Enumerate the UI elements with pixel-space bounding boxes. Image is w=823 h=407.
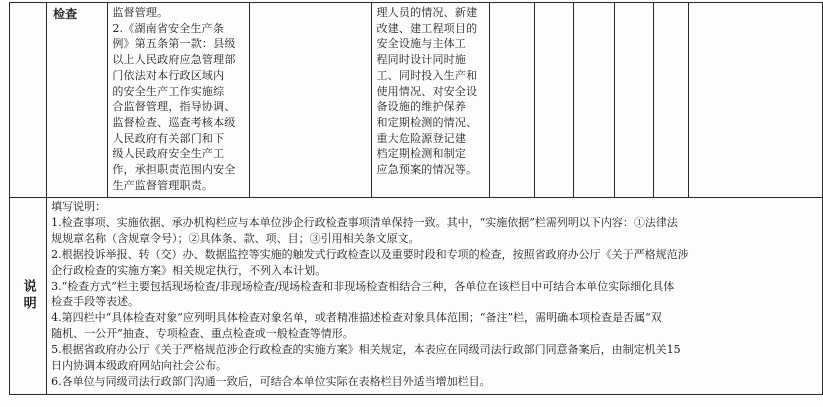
note-line: 4.第四栏中“具体检查对象”应列明具体检查对象名单，或者精准描述检查对象具体范围；“备注”栏，需明确本项检查是否属“双 bbox=[51, 311, 662, 325]
note-line: 填写说明： bbox=[51, 200, 107, 213]
text-line: 的安全生产工作实施综 bbox=[112, 84, 225, 98]
table-cell bbox=[372, 3, 489, 198]
text-line: 监督管理。 bbox=[112, 6, 169, 19]
inspection-plan-table bbox=[9, 2, 823, 395]
inspection-content-text bbox=[372, 3, 488, 178]
legal-basis-text bbox=[108, 3, 248, 193]
table-cell bbox=[489, 3, 534, 198]
note-line: 随机、一公开”抽查、专项检查、重点检查或一般检查等情形。 bbox=[51, 327, 354, 341]
text-line: 备设施的维护保养 bbox=[376, 100, 467, 114]
table-cell bbox=[653, 3, 688, 198]
note-line: 日内协调本级政府网站向社会公布。 bbox=[51, 359, 228, 373]
text-line: 重大危险源登记建 bbox=[376, 131, 467, 145]
text-line: 程同时设计同时施 bbox=[376, 53, 467, 67]
table-cell bbox=[10, 3, 47, 198]
note-line: 5.根据省政府办公厅《关于严格规范涉企行政检查的实施方案》相关规定，本表应在同级司法行政部门同意备案后，由制定机关15 bbox=[51, 343, 681, 357]
inspection-item-title: 检查 bbox=[53, 7, 78, 21]
text-line: 以上人民政府应急管理部 bbox=[112, 53, 236, 67]
text-line: 合监督管理，指导协调、 bbox=[112, 100, 236, 114]
text-line: 生产监督管理职责。 bbox=[112, 178, 214, 192]
text-line: 2.《湖南省安全生产条 bbox=[112, 21, 225, 35]
note-line: 3.“检查方式”栏主要包括现场检查/非现场检查/现场检查和非现场检查相结合三种，各单位在该栏目中可结合本单位实际细化具体 bbox=[51, 279, 675, 293]
text-line: 理人员的情况、新建 bbox=[376, 6, 478, 19]
note-line: 企行政检查的实施方案》相关规定执行，不列入本计划。 bbox=[51, 263, 327, 277]
note-line: 6.各单位与同级司法行政部门沟通一致后，可结合本单位实际在表格栏目外适当增加栏目。 bbox=[51, 374, 491, 388]
note-line: 1.检查事项、实施依据、承办机构栏应与本单位涉企行政检查事项清单保持一致。其中，“实施依据”栏需列明以下内容：①法律法 bbox=[51, 215, 678, 229]
text-line: 门依法对本行政区域内 bbox=[112, 68, 225, 82]
text-line: 例》第五条第一款：县级 bbox=[112, 37, 236, 51]
notes-cell bbox=[47, 198, 823, 395]
note-line: 2.根据投诉举报、转（交）办、数据监控等实施的触发式行政检查以及重要时段和专项的检查，按照省政府办公厅《关于严格规范涉 bbox=[51, 247, 689, 261]
text-line: 安全设施与主体工 bbox=[376, 37, 467, 51]
note-line: 规规章名称（含规章令号）；②具体条、款、项、目；③引用相关条文原文。 bbox=[51, 231, 420, 245]
table-cell bbox=[574, 3, 614, 198]
notes-row bbox=[10, 198, 823, 395]
text-line: 作，承担职责范围内安全 bbox=[112, 163, 236, 177]
table-cell bbox=[534, 3, 573, 198]
text-line: 改建、建工程项目的 bbox=[376, 21, 478, 35]
text-line: 级人民政府安全生产工 bbox=[112, 147, 225, 161]
table-cell bbox=[47, 3, 108, 198]
table-cell bbox=[249, 3, 372, 198]
text-line: 和定期检测的情况、 bbox=[376, 115, 478, 129]
text-line: 应急预案的情况等。 bbox=[376, 163, 478, 177]
notes-text bbox=[47, 198, 822, 390]
table-cell bbox=[688, 3, 822, 198]
text-line: 监督检查、巡查考核本级 bbox=[112, 115, 236, 129]
table-cell bbox=[108, 3, 249, 198]
table-row bbox=[10, 3, 823, 198]
notes-label: 说明 bbox=[10, 198, 47, 395]
table-cell bbox=[614, 3, 653, 198]
text-line: 工、同时投入生产和 bbox=[376, 68, 478, 82]
text-line: 人民政府有关部门和下 bbox=[112, 131, 225, 145]
note-line: 检查手段等表述。 bbox=[51, 295, 140, 309]
text-line: 档定期检测和制定 bbox=[376, 147, 467, 161]
text-line: 使用情况、对安全设 bbox=[376, 84, 478, 98]
